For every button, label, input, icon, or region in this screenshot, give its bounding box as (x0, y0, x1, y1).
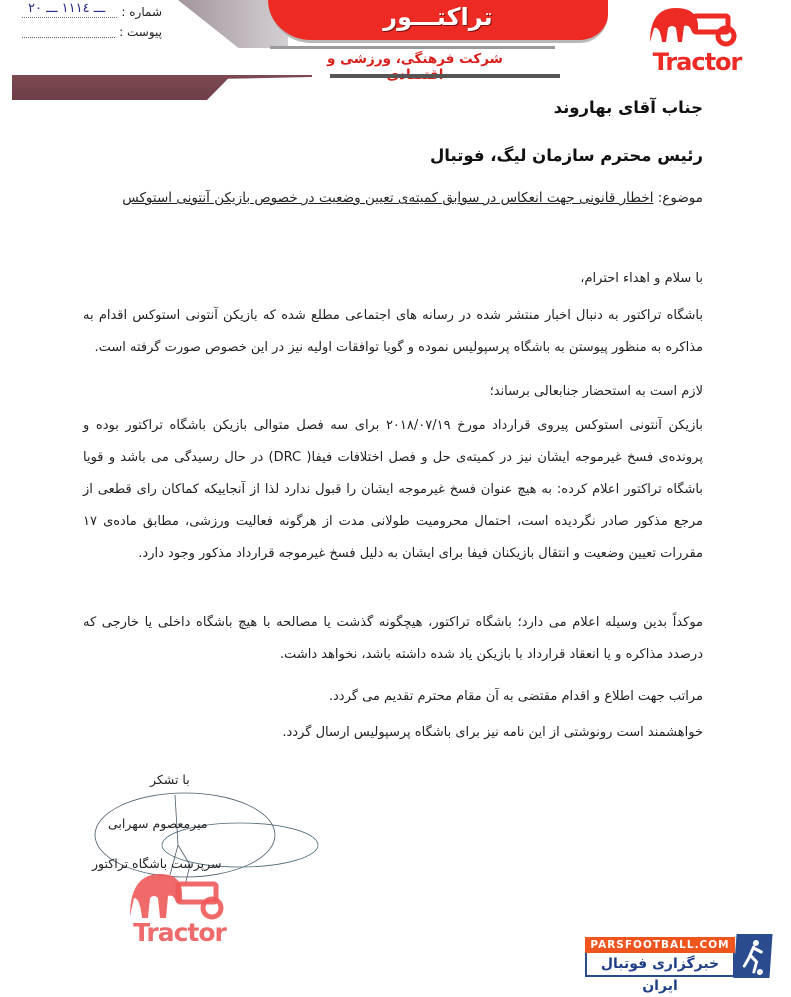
number-row (22, 2, 162, 22)
paragraph-2: لازم است به استحضار جنابعالی برساند؛ (489, 384, 703, 399)
number-dots (22, 0, 117, 18)
letter-meta (22, 2, 162, 42)
greeting: با سلام و اهداء احترام، (580, 271, 703, 286)
subject-line (122, 190, 703, 206)
number-label: شماره : (121, 5, 162, 19)
paragraph-1: باشگاه تراکتور به دنبال اخبار منتشر شده در رسانه های اجتماعی مطلع شده که بازیکن آنتونی استوکس اقدام به مذاکره به منظور پیوستن به باشگاه پرسپولیس نموده و گویا توافقات اولیه نیز در این خصوص صورت گرفته است. (83, 308, 703, 355)
paragraph-6: خواهشمند است رونوشتی از این نامه نیز برای باشگاه پرسپولیس ارسال گردد. (282, 725, 703, 740)
signature-closing: با تشکر (150, 772, 190, 787)
header-maroon-band (12, 75, 312, 100)
footballer-icon (733, 934, 772, 978)
logo-wordmark: Tractor (652, 48, 742, 76)
watermark-site: PARSFOOTBALL.COM (585, 937, 735, 953)
attachment-dots (22, 27, 115, 38)
paragraph-5: مراتب جهت اطلاع و اقدام مقتضی به آن مقام محترم تقدیم می گردد. (328, 689, 703, 704)
header-divider (270, 46, 555, 49)
number-value: ۲۰ ـــ ۱۱۱٤ ـــ (28, 0, 106, 16)
paragraph-3: بازیکن آنتونی استوکس پیروی قرارداد مورخ ۲۰۱۸/۰۷/۱۹ برای سه فصل متوالی بازیکن باشگاه تراکتور بوده و پرونده‌ی فسخ غیرموجه ایشان نیز در کمیته‌ی حل و فصل اختلافات فیفا( DRC) در حال رسیدگی می باشد و قویا باشگاه تراکتور اعلام کرده: به هیچ عنوان فسخ غیرموجه ایشان را قبول ندارد لذا از آنجاییکه کماکان رای قطعی از مرجع مذکور صادر نگردیده است، احتمال محرومیت طولانی مدت از هرگونه فعالیت ورزشی، مطابق ماده‌ی ۱۷ مقررات تعیین وضعیت و انتقال بازیکنان فیفا برای ایشان به دلیل فسخ غیرموجه قرارداد مذکور وجود دارد. (83, 418, 703, 561)
tractor-logo (642, 2, 752, 76)
signatory-name: میرمعصوم سهرابی (108, 816, 208, 831)
signatory-position: سرپرست باشگاه تراکتور (92, 856, 222, 871)
subject-label: موضوع: (657, 190, 703, 206)
addressee-name: جناب آقای بهاروند (553, 98, 703, 117)
parsfootball-watermark (585, 937, 773, 994)
stamp-wordmark: Tractor (133, 918, 226, 947)
subject-text: اخطار قانونی جهت انعکاس در سوابق کمیته‌ی تعیین وضعیت در خصوص بازیکن آنتونی استوکس (122, 190, 654, 206)
header-underline (330, 74, 560, 78)
attachment-row (22, 22, 162, 42)
watermark-tagline: خبرگزاری فوتبال ایران (585, 953, 735, 977)
header-subtitle: شرکت فرهنگی، ورزشی و (327, 51, 503, 67)
tractor-logo-icon (642, 2, 752, 52)
header-title: تراکتـــور (383, 3, 493, 31)
paragraph-4: موکداً بدین وسیله اعلام می دارد؛ باشگاه تراکتور، هیچگونه گذشت یا مصالحه با هیچ باشگاه داخلی یا خارجی که درصدد مذاکره و یا انعقاد قرارداد با بازیکن یاد شده داشته باشد، نخواهد داشت. (83, 615, 703, 662)
attachment-label: پیوست : (119, 25, 162, 39)
addressee-title: رئیس محترم سازمان لیگ، فوتبال (429, 146, 703, 165)
